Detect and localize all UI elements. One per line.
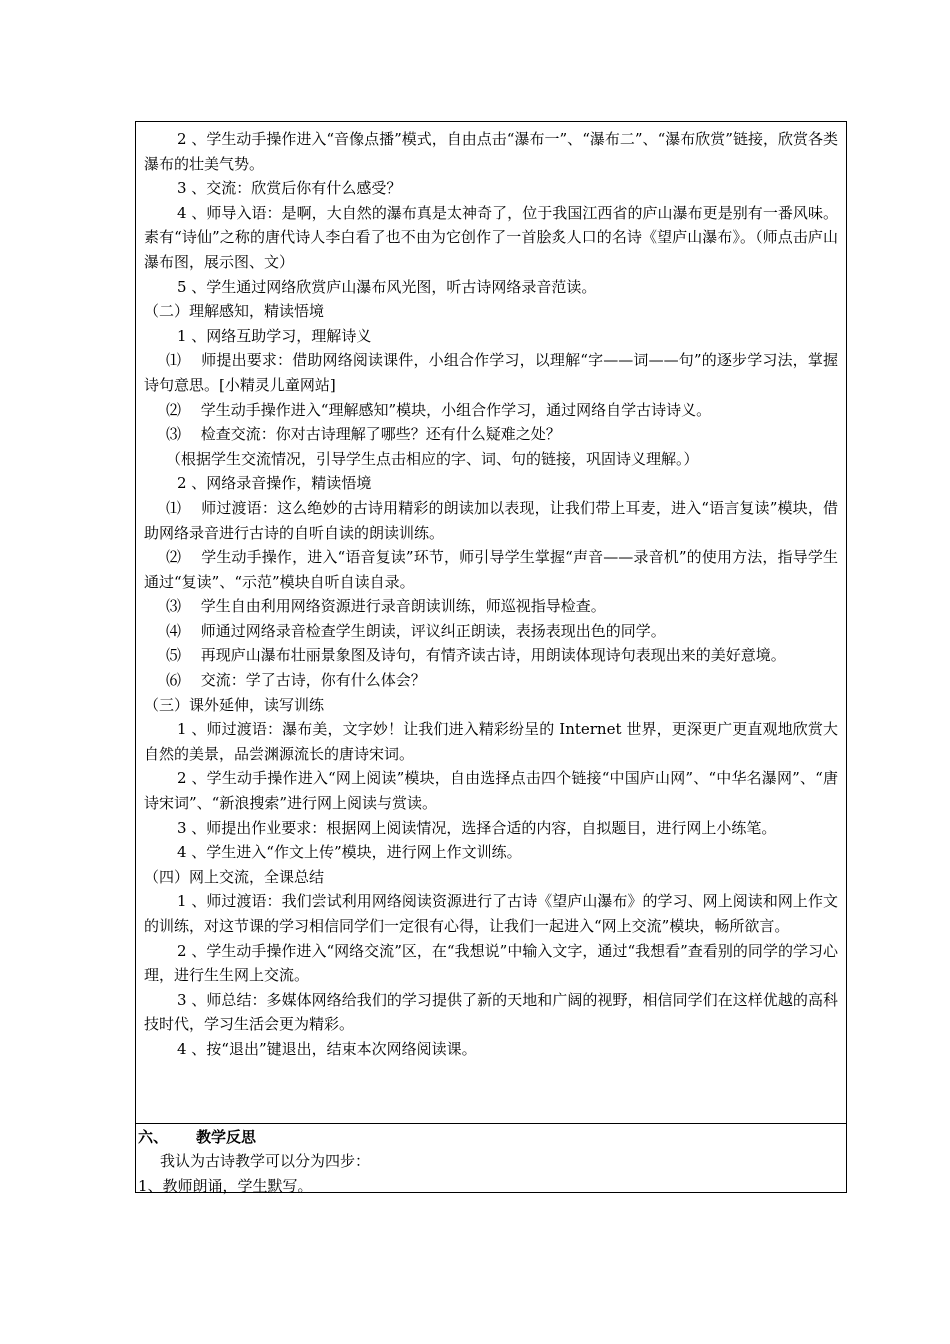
- paragraph: ⑷ 师通过网络录音检查学生朗读，评议纠正朗读，表扬表现出色的同学。: [166, 621, 666, 640]
- paragraph: 1 、师过渡语：瀑布美，文字妙！让我们进入精彩纷呈的 Internet 世界，更深更广更直观地欣赏大自然的美景，品尝渊源流长的唐诗宋词。: [144, 720, 838, 763]
- row-divider: [136, 1123, 846, 1124]
- section-number: 六、: [138, 1128, 169, 1146]
- paragraph: ⑴ 师提出要求：借助网络阅读课件，小组合作学习，以理解“字——词——句”的逐步学习法，掌握诗句意思。[小精灵儿童网站]: [144, 351, 838, 394]
- paragraph: （根据学生交流情况，引导学生点击相应的字、词、句的链接，巩固诗义理解。）: [166, 449, 699, 468]
- paragraph: 4 、师导入语：是啊，大自然的瀑布真是太神奇了，位于我国江西省的庐山瀑布更是别有一番风味。素有“诗仙”之称的唐代诗人李白看了也不由为它创作了一首脍炙人口的名诗《望庐山瀑布》。（师点击庐山瀑布图，展示图、文）: [144, 203, 838, 271]
- reflection-lines: [138, 1149, 844, 1198]
- paragraph: 4 、按“退出”键退出，结束本次网络阅读课。: [177, 1039, 477, 1058]
- paragraph: 2 、学生动手操作进入“网络交流”区，在“我想说”中输入文字，通过“我想看”查看别的同学的学习心理，进行生生网上交流。: [144, 941, 838, 985]
- reflection-line: 我认为古诗教学可以分为四步：: [160, 1152, 371, 1170]
- teaching-reflection-cell: [136, 1125, 846, 1198]
- paragraph: ⑵ 学生动手操作，进入“语音复读”环节，师引导学生掌握“声音——录音机”的使用方法，指导学生通过“复读”、“示范”模块自听自读自录。: [144, 548, 838, 591]
- paragraph: 1 、师过渡语：我们尝试利用网络阅读资源进行了古诗《望庐山瀑布》的学习、网上阅读和网上作文的训练，对这节课的学习相信同学们一定很有心得，让我们一起进入“网上交流”模块，畅所欲言。: [144, 892, 838, 935]
- section-title: 教学反思: [196, 1128, 257, 1146]
- paragraph: 3 、交流：欣赏后你有什么感受？: [177, 179, 402, 198]
- paragraph: 5 、学生通过网络欣赏庐山瀑布风光图，听古诗网络录音范读。: [177, 277, 597, 296]
- paragraph: 2 、学生动手操作进入“音像点播”模式，自由点击“瀑布一”、“瀑布二”、“瀑布欣赏”链接，欣赏各类瀑布的壮美气势。: [144, 130, 838, 173]
- paragraph: 2 、学生动手操作进入“网上阅读”模块，自由选择点击四个链接“中国庐山网”、“中华名瀑网”、“唐诗宋词”、“新浪搜索”进行网上阅读与赏读。: [144, 769, 838, 813]
- lesson-plan-table: [135, 121, 847, 1193]
- paragraph: （四）网上交流，全课总结: [144, 867, 325, 886]
- teaching-process-cell: [136, 122, 846, 1123]
- paragraph: ⑶ 学生自由利用网络资源进行录音朗读训练，师巡视指导检查。: [166, 597, 606, 616]
- paragraph: ⑵ 学生动手操作进入“理解感知”模块，小组合作学习，通过网络自学古诗诗义。: [166, 400, 712, 419]
- paragraph: 1 、网络互助学习，理解诗义: [177, 326, 372, 345]
- reflection-line: 1、教师朗诵，学生默写。: [138, 1176, 313, 1195]
- paragraph: 2 、网络录音操作，精读悟境: [177, 474, 372, 493]
- paragraph: ⑶ 检查交流：你对古诗理解了哪些？还有什么疑难之处？: [166, 425, 561, 444]
- paragraph: ⑸ 再现庐山瀑布壮丽景象图及诗句，有情齐读古诗，用朗读体现诗句表现出来的美好意境。: [166, 646, 786, 665]
- paragraph: （二）理解感知，精读悟境: [144, 302, 325, 321]
- paragraph: ⑹ 交流：学了古诗，你有什么体会？: [166, 671, 426, 690]
- section-heading: [138, 1125, 844, 1149]
- paragraph: 4 、学生进入“作文上传”模块，进行网上作文训练。: [177, 843, 522, 862]
- paragraph: ⑴ 师过渡语：这么绝妙的古诗用精彩的朗读加以表现，让我们带上耳麦，进入“语言复读”模块，借助网络录音进行古诗的自听自读的朗读训练。: [144, 498, 838, 542]
- paragraph: 3 、师总结：多媒体网络给我们的学习提供了新的天地和广阔的视野，相信同学们在这样优越的高科技时代，学习生活会更为精彩。: [144, 990, 838, 1034]
- paragraph: 3 、师提出作业要求：根据网上阅读情况，选择合适的内容，自拟题目，进行网上小练笔。: [177, 818, 777, 837]
- paragraph: （三）课外延伸，读写训练: [144, 695, 325, 714]
